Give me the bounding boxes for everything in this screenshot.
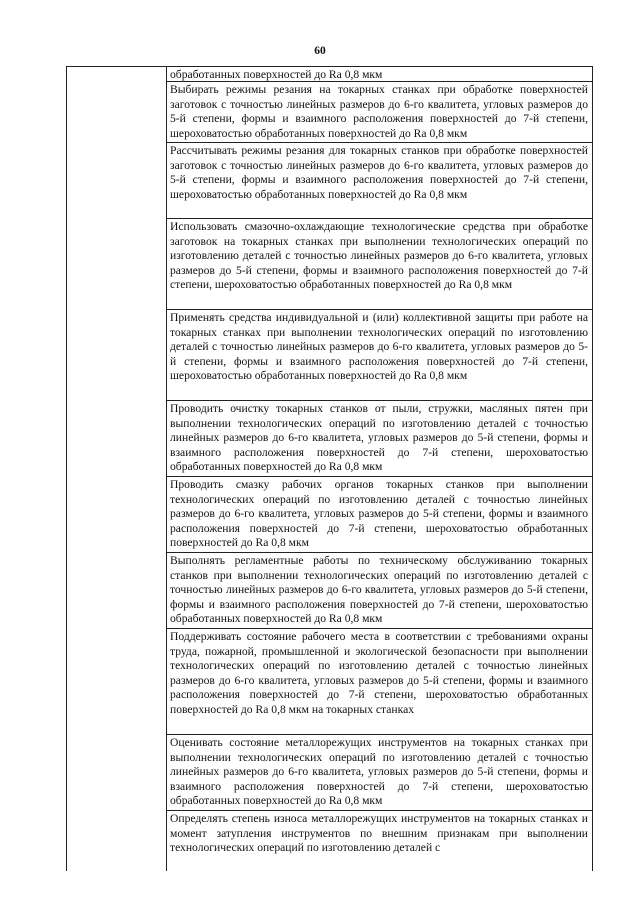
table-row: Оценивать состояние металлорежущих инструментов на токарных станках при выполнении технологических операций по изготовлению деталей с точностью линейных размеров до 6-го квалитета, угловых размеров до 5-й степени, формы и взаимного расположения поверхностей до 7-й степени, шероховатостью обработанных поверхностей до Ra 0,8 мкм [167,735,592,811]
table-row: Использовать смазочно-охлаждающие технологические средства при обработке заготовок на токарных станках при выполнении технологических операций по изготовлению деталей с точностью линейных размеров до 6-го квалитета, угловых размеров до 5-й степени, формы и взаимного расположения поверхностей до 7-й степени, шероховатостью обработанных поверхностей до Ra 0,8 мкм [167,219,592,310]
table-row: обработанных поверхностей до Ra 0,8 мкм [167,67,592,82]
table-row: Применять средства индивидуальной и (или) коллективной защиты при работе на токарных станках при выполнении технологических операций по изготовлению деталей с точностью линейных размеров до 6-го квалитета, угловых размеров до 5-й степени, формы и взаимного расположения поверхностей до 7-й степени, шероховатостью обработанных поверхностей до Ra 0,8 мкм [167,310,592,401]
table-row: Поддерживать состояние рабочего места в соответствии с требованиями охраны труда, пожарной, промышленной и экологической безопасности при выполнении технологических операций по изготовлению деталей с точностью линейных размеров до 6-го квалитета, угловых размеров до 5-й степени, формы и взаимного расположения поверхностей до 7-й степени, шероховатостью обработанных поверхностей до Ra 0,8 мкм на токарных станках [167,629,592,735]
skills-table [66,66,593,871]
table-row: Проводить смазку рабочих органов токарных станков при выполнении технологических операций по изготовлению деталей с точностью линейных размеров до 6-го квалитета, угловых размеров до 5-й степени, формы и взаимного расположения поверхностей до 7-й степени, шероховатостью обработанных поверхностей до Ra 0,8 мкм [167,477,592,553]
table-row: Рассчитывать режимы резания для токарных станков при обработке поверхностей заготовок с точностью линейных размеров до 6-го квалитета, угловых размеров до 5-й степени, формы и взаимного расположения поверхностей до 7-й степени, шероховатостью обработанных поверхностей до Ra 0,8 мкм [167,143,592,219]
table-row: Определять степень износа металлорежущих инструментов на токарных станках и момент затупления инструментов по внешним признакам при выполнении технологических операций по изготовлению деталей с [170,812,588,855]
skills-column [167,67,592,871]
table-row: Выбирать режимы резания на токарных станках при обработке поверхностей заготовок с точностью линейных размеров до 6-го квалитета, угловых размеров до 5-й степени, формы и взаимного расположения поверхностей до 7-й степени, шероховатостью обработанных поверхностей до Ra 0,8 мкм [167,82,592,143]
page-number: 60 [314,45,326,57]
table-row: Проводить очистку токарных станков от пыли, стружки, масляных пятен при выполнении технологических операций по изготовлению деталей с точностью линейных размеров до 6-го квалитета, угловых размеров до 5-й степени, формы и взаимного расположения поверхностей до 7-й степени, шероховатостью обработанных поверхностей до Ra 0,8 мкм [167,401,592,477]
table-row: Выполнять регламентные работы по техническому обслуживанию токарных станков при выполнении технологических операций по изготовлению деталей с точностью линейных размеров до 6-го квалитета, угловых размеров до 5-й степени, формы и взаимного расположения поверхностей до 7-й степени, шероховатостью обработанных поверхностей до Ra 0,8 мкм [167,553,592,629]
